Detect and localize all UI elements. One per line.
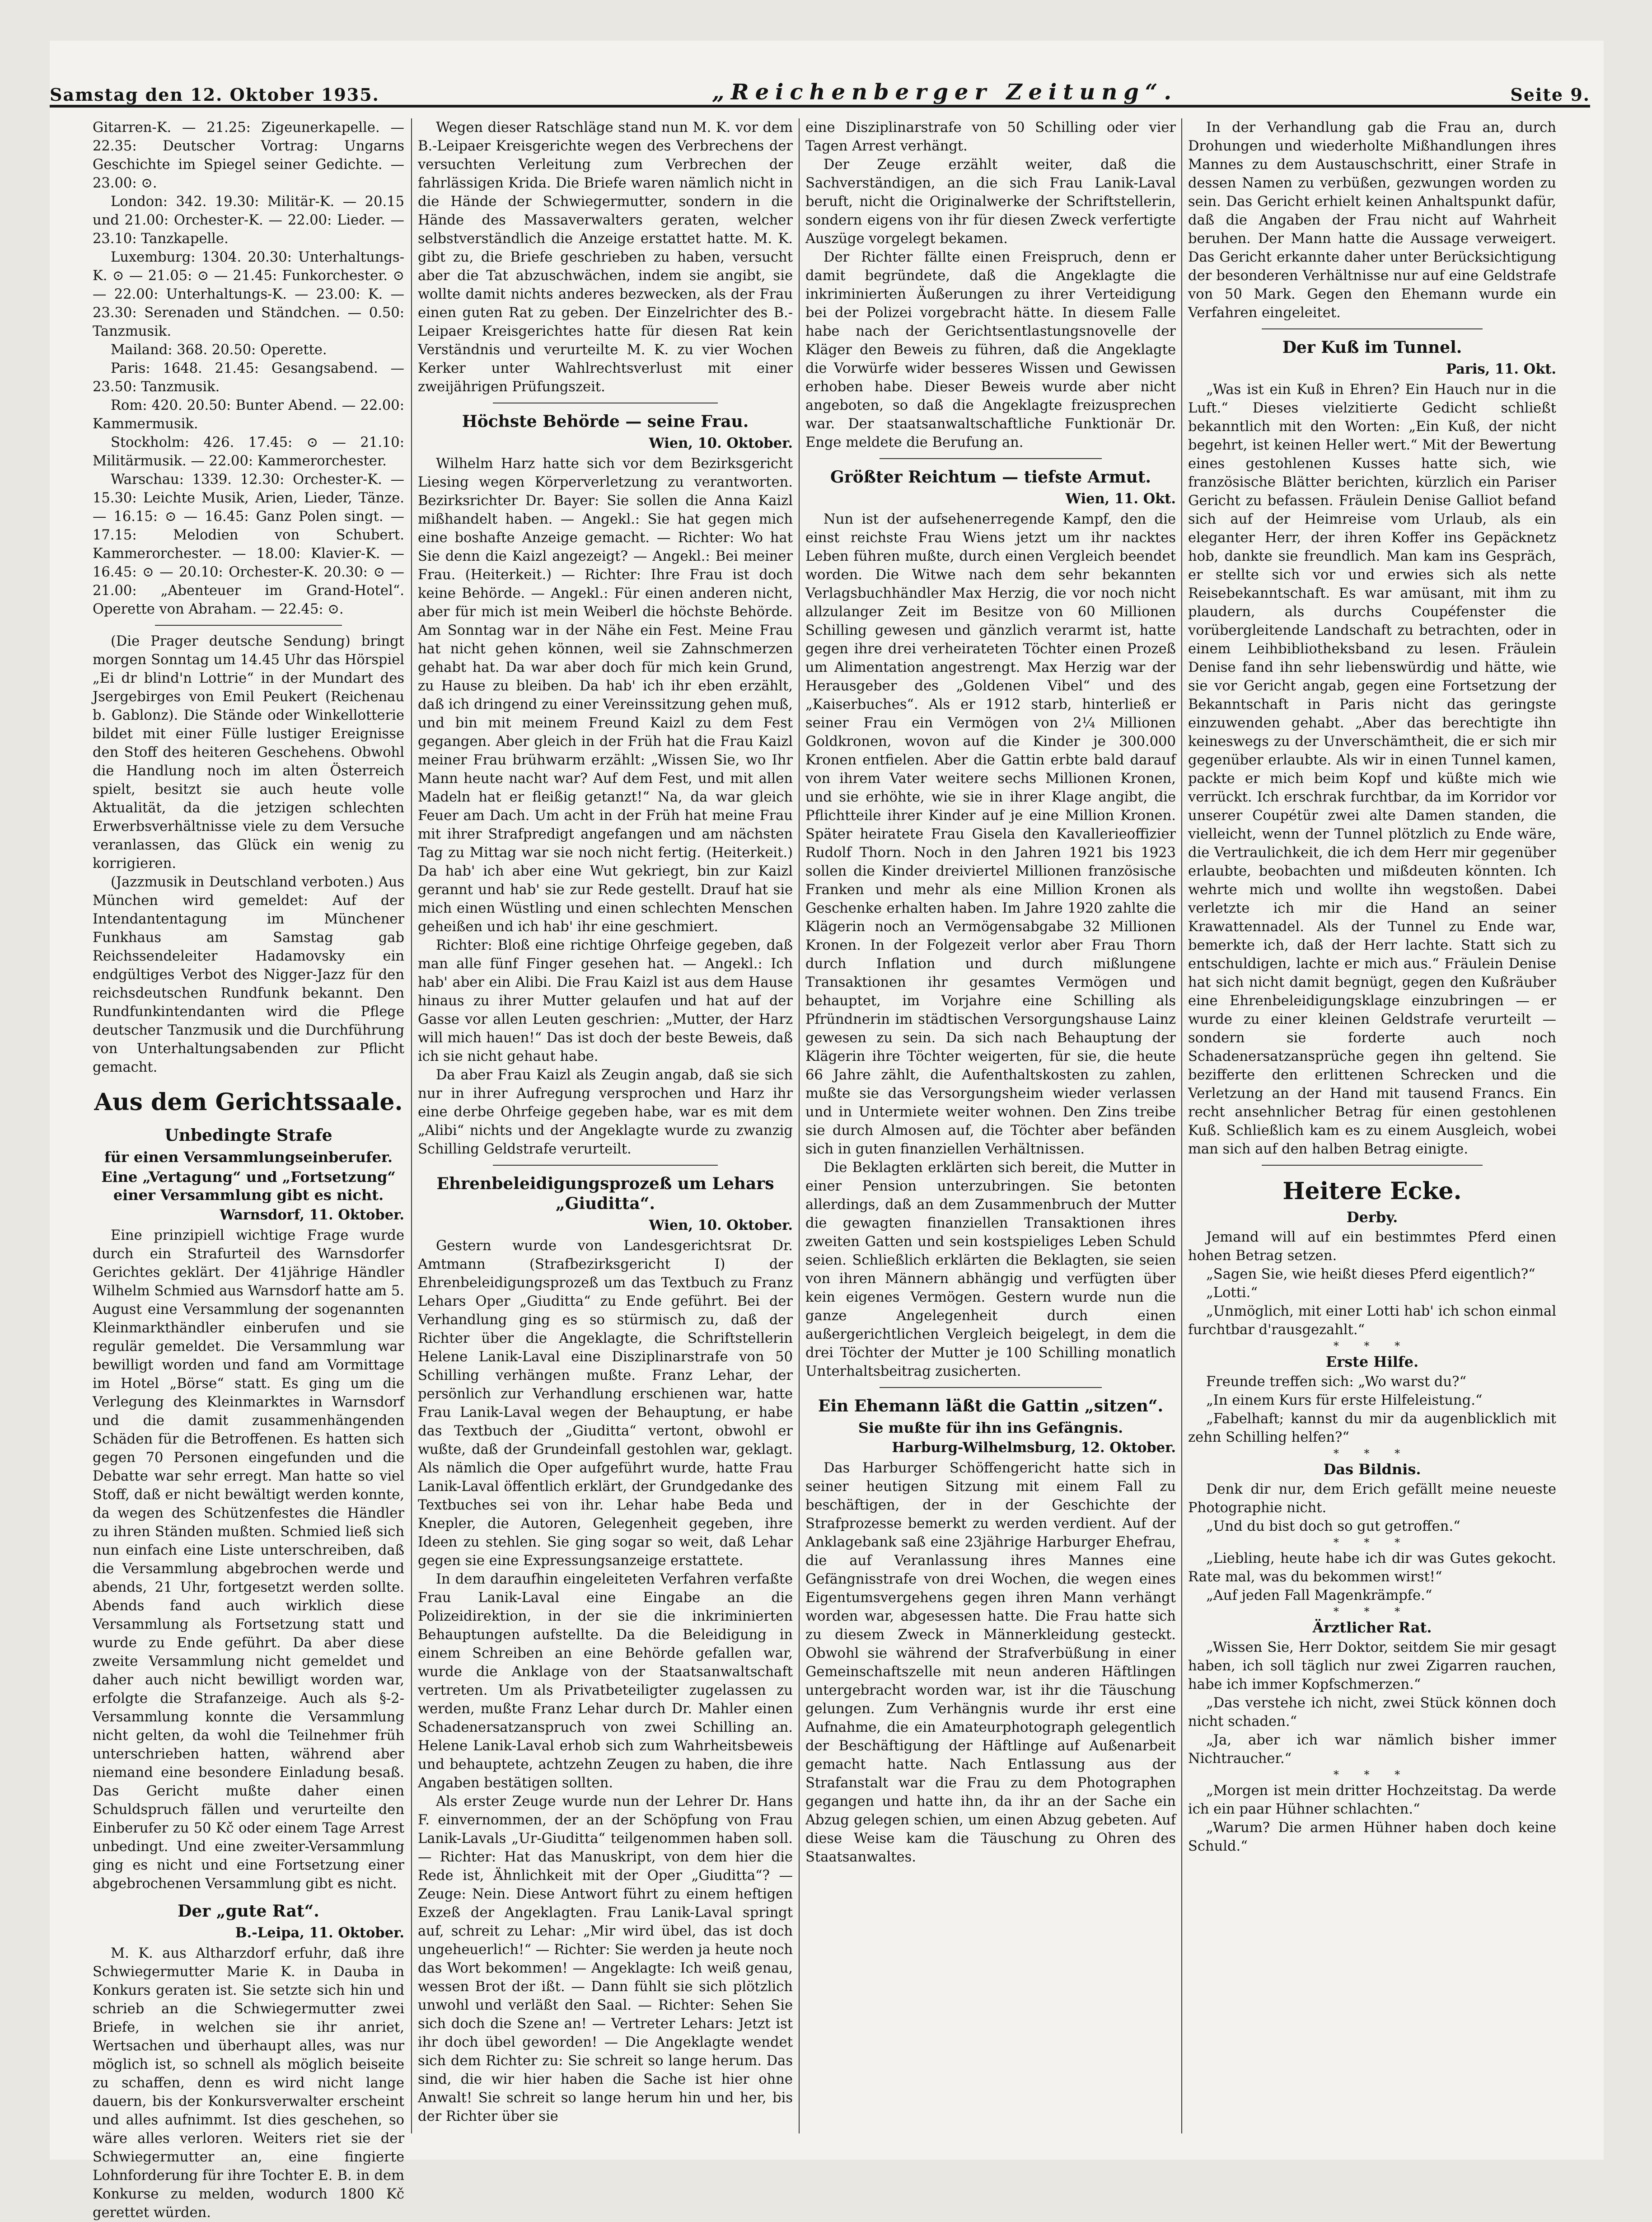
separator-stars: * * * [1333, 1447, 1411, 1460]
dateline: Paris, 11. Okt. [1446, 361, 1556, 377]
column-3 [805, 118, 1176, 2138]
article-body: eine Disziplinarstrafe von 50 Schilling oder vier Tagen Arrest verhängt. [805, 120, 1176, 154]
column-rule [411, 118, 412, 2133]
joke-line: „Sagen Sie, wie heißt dieses Pferd eigentlich?“ [1206, 1266, 1535, 1282]
joke-line: „Wissen Sie, Herr Doktor, seitdem Sie mir gesagt haben, ich soll täglich nur zwei Zigarren rauchen, habe ich immer Kopfschmerzen.“ [1188, 1640, 1556, 1692]
article-body: In dem daraufhin eingeleiteten Verfahren verfaßte Frau Lanik-Laval eine Eingabe an die Polizeidirektion, in der sie die inkriminierten Behauptungen aufstellte. Da die Beleidigung in einem Schreiben an eine Behörde gefallen war, wurde die Anklage von der Staatsanwaltschaft vertreten. Um als Privatbeteiligter zugelassen zu werden, mußte Franz Lehar durch Dr. Mahler einen Schadenersatzanspruch von zwei Schilling an. Helene Lanik-Laval erhob sich zum Wahrheitsbeweis und behauptete, achtzehn Zeugen zu haben, die ihre Angaben bestätigen sollten. [418, 1571, 793, 1791]
jokes-list [1188, 1208, 1556, 1856]
joke-line: „Lotti.“ [1206, 1285, 1258, 1301]
joke-line: „Liebling, heute habe ich dir was Gutes gekocht. Rate mal, was du bekommen wirst!“ [1188, 1551, 1556, 1585]
column-1 [93, 118, 404, 2221]
radio-listing: Rom: 420. 20.50: Bunter Abend. — 22.00: Kammermusik. [93, 398, 404, 432]
joke-line: „Morgen ist mein dritter Hochzeitstag. Da werde ich ein paar Hühner schlachten.“ [1188, 1783, 1556, 1817]
article-body: Wilhelm Harz hatte sich vor dem Bezirksgericht Liesing wegen Körperverletzung zu verantworten. Bezirksrichter Dr. Bayer: Sie sollen die Anna Kaizl mißhandelt haben. — Angekl.: Sie hat gegen mich eine boshafte Anzeige gemacht. — Richter: Wo hat Sie denn die Kaizl angezeigt? — Angekl.: Bei meiner Frau. (Heiterkeit.) — Richter: Ihre Frau ist doch keine Behörde. — Angekl.: Für einen anderen nicht, aber für mich ist mein Weiberl die höchste Behörde. Am Sonntag war in der Nähe ein Fest. Meine Frau hat nicht gehen können, weil sie Zahnschmerzen gehabt hat. Da war aber doch für mich kein Grund, zu Hause zu bleiben. Da hab' ich ihr eben erzählt, daß ich dringend zu einer Vereinssitzung gehen muß, und bin mit meinem Freund Kaizl zu dem Fest gegangen. Aber gleich in der Früh hat die Frau Kaizl meiner Frau brühwarm erzählt: „Wissen Sie, wo Ihr Mann heute nacht war? Auf dem Fest, und mit allen Madeln hat er fleißig getanzt!“ Na, da war gleich Feuer am Dach. Um acht in der Früh hat meine Frau mit ihrer Strafpredigt angefangen und am nächsten Tag zu Mittag war sie noch nicht fertig. (Heiterkeit.) Da hab' ich aber eine Wut gekriegt, bin zur Kaizl gerannt und hab' sie zur Rede gestellt. Drauf hat sie mich einen Wüstling und einen schlechten Menschen geheißen und ich hab' ihr eine geschmiert. [418, 456, 793, 935]
column-2 [418, 118, 793, 2138]
article-headline: Der Kuß im Tunnel. [1282, 338, 1462, 357]
joke-line: Freunde treffen sich: „Wo warst du?“ [1206, 1374, 1467, 1390]
radio-listing: Mailand: 368. 20.50: Operette. [111, 342, 327, 358]
column-rule [799, 118, 800, 2133]
page-number: Seite 9. [1510, 84, 1590, 105]
news-item: (Jazzmusik in Deutschland verboten.) Aus München wird gemeldet: Auf der Intendantentagung im Münchener Funkhaus am Samstag gab Reichssendeleiter Hadamovsky ein endgültiges Verbot des Nigger-Jazz für den reichsdeutschen Rundfunk bekannt. Den Rundfunkintendanten wird die Pflege deutscher Tanzmusik und die Durchführung von Unterhaltungsabenden zur Pflicht gemacht. [93, 874, 404, 1075]
divider [1262, 1165, 1483, 1166]
article-headline: Höchste Behörde — seine Frau. [462, 412, 749, 431]
separator-stars: * * * [1333, 1605, 1411, 1618]
article-body: „Was ist ein Kuß in Ehren? Ein Hauch nur in die Luft.“ Dieses vielzitierte Gedicht schließt bekanntlich mit den Worten: „Ein Kuß, der nicht begehrt, ist keinen Heller wert.“ Mit der Bewertung eines gestohlenen Kusses hatte sich, wie französische Blätter berichten, kürzlich ein Pariser Gericht zu befassen. Fräulein Denise Galliot befand sich auf der Heimreise vom Urlaub, als ein eleganter Herr, der ihren Koffer ins Gepäcknetz hob, dankte sie freundlich. Man kam ins Gespräch, er stellte sich vor und erwies sich als nette Reisebekanntschaft. Es war amüsant, mit ihm zu plaudern, als durchs Coupéfenster die vorübergleitende Landschaft zu betrachten, oder in einem Leihbibliotheksband zu lesen. Fräulein Denise fand ihn sehr liebenswürdig und hätte, wie sie vor Gericht angab, gegen eine Fortsetzung der Bekanntschaft in Paris nicht das geringste einzuwenden gehabt. „Aber das berechtigte ihn keineswegs zu der Unverschämtheit, die er sich mir gegenüber erlaubte. Als wir in einen Tunnel kamen, packte er mich beim Kopf und küßte mich wie verrückt. Ich erschrak furchtbar, da im Korridor vor unserer Coupétür zwei alte Damen standen, die vielleicht, wenn der Tunnel plötzlich zu Ende wäre, die Vertraulichkeit, die ich dem Herr mir gegenüber erlaubte, beobachten und mißdeuten könnten. Ich wehrte mich und wollte ihn wegstoßen. Dabei verletzte ich mir die Hand an seiner Krawattennadel. Als der Tunnel zu Ende war, bemerkte ich, daß der Herr lachte. Statt sich zu entschuldigen, lachte er mich aus.“ Fräulein Denise hat sich nicht damit begnügt, gegen den Kußräuber eine Ehrenbeleidigungsklage einzubringen — er wurde zu einer kleinen Geldstrafe verurteilt — sondern sie forderte auch noch Schadenersatzansprüche gegen ihn geltend. Sie bezifferte den erlittenen Schrecken und die Verletzung an der Hand mit tausend Francs. Ein recht ansehnlicher Betrag für einen gestohlenen Kuß. Schließlich kam es zu einem Ausgleich, wobei man sich auf den halben Betrag einigte. [1188, 382, 1556, 1157]
article-subheadline: Sie mußte für ihn ins Gefängnis. [858, 1419, 1123, 1436]
joke-line: „Warum? Die armen Hühner haben doch keine Schuld.“ [1188, 1820, 1556, 1854]
separator-stars: * * * [1333, 1536, 1411, 1549]
article-body: Der Zeuge erzählt weiter, daß die Sachverständigen, an die sich Frau Lanik-Laval beruft, nicht die Originalwerke der Schriftstellerin, sondern eigens von ihr für diesen Zweck verfertigte Auszüge vorgelegt bekamen. [805, 157, 1176, 247]
dateline: Wien, 10. Oktober. [649, 435, 793, 451]
article-body: Als erster Zeuge wurde nun der Lehrer Dr. Hans F. einvernommen, der an der Schöpfung von Frau Lanik-Lavals „Ur-Giuditta“ teilgenommen haben soll. — Richter: Hat das Manuskript, von dem hier die Rede ist, Ähnlichkeit mit der Oper „Giuditta“? — Zeuge: Nein. Diese Antwort führt zu einem heftigen Exzeß der Angeklagten. Frau Lanik-Laval springt auf, schreit zu Lehar: „Mir wird übel, das ist doch ungeheuerlich!“ — Richter: Sie werden ja heute noch das Wort bekommen! — Angeklagte: Ich weiß genau, wessen Brot der ißt. — Dann fühlt sie sich plötzlich unwohl und verläßt den Saal. — Richter: Sehen Sie sich doch die Szene an! — Vertreter Lehars: Jetzt ist ihr doch übel geworden! — Die Angeklagte wendet sich dem Richter zu: Sie schreit so lange herum. Das sind, die wir hier haben die Sache ist hier ohne Anwalt! Sie schreit so lange herum hin und her, bis der Richter über sie [418, 1794, 793, 2124]
joke-line: „Fabelhaft; kannst du mir da augenblicklich mit zehn Schilling helfen?“ [1188, 1411, 1556, 1445]
article-body: Richter: Bloß eine richtige Ohrfeige gegeben, daß man alle fünf Finger gesehen hat. — Angekl.: Ich hab' aber ein Alibi. Die Frau Kaizl ist aus dem Hause hinaus zu ihrer Mutter gelaufen und hat auf der Gasse vor allen Leuten geschrien: „Mutter, der Harz will mich hauen!“ Das ist doch der beste Beweis, daß ich sie nicht gehaut habe. [418, 938, 793, 1064]
separator-stars: * * * [1333, 1768, 1411, 1781]
page-header [50, 63, 1590, 108]
joke-line: Denk dir nur, dem Erich gefällt meine neueste Photographie nicht. [1188, 1481, 1556, 1516]
radio-listing: Stockholm: 426. 17.45: ⊙ — 21.10: Militärmusik. — 22.00: Kammerorchester. [93, 435, 404, 469]
article-headline: Ein Ehemann läßt die Gattin „sitzen“. [818, 1397, 1164, 1416]
dateline: Harburg-Wilhelmsburg, 12. Oktober. [892, 1439, 1176, 1456]
article-body: Nun ist der aufsehenerregende Kampf, den die einst reichste Frau Wiens jetzt um ihr nacktes Leben führen mußte, durch einen Vergleich beendet worden. Die Witwe nach dem sehr bekannten Verlagsbuchhändler Max Herzig, die vor noch nicht allzulanger Zeit im Besitze von 60 Millionen Schilling gewesen und gänzlich verarmt ist, hatte gegen ihre drei verheirateten Töchter einen Prozeß um Alimentation angestrengt. Max Herzig war der Herausgeber des „Goldenen Vibel“ und des „Kaiserbuches“. Als er 1912 starb, hinterließ er seiner Frau ein Vermögen von 2¼ Millionen Goldkronen, wovon auf die Kinder je 300.000 Kronen entfielen. Aber die Gattin erbte bald darauf von ihrem Vater weitere sechs Millionen Kronen, und sie erhöhte, wie sie in ihrer Klage angibt, die Pflichtteile ihrer Kinder auf je eine Million Kronen. Später heiratete Frau Gisela den Kavallerieoffizier Rudolf Thorn. Noch in den Jahren 1921 bis 1923 sollen die Kinder dreiviertel Millionen französische Franken und mehr als eine Million Kronen als Geschenke erhalten haben. Im Jahre 1920 zahlte die Klägerin noch an Vermögensabgabe 32 Millionen Kronen. In der Folgezeit verlor aber Frau Thorn durch Inflation und durch mißlungene Transaktionen ihr gesamtes Vermögen und behauptet, im Vorjahre eine Schilling als Pfründnerin im städtischen Versorgungshause Lainz gewesen zu sein. Da sich nach Behauptung der Klägerin ihre Töchter weigerten, für sie, die heute 66 Jahre zählt, die Aufenthaltskosten zu zahlen, mußte sie das Versorgungsheim wieder verlassen und in Untermiete weiter wohnen. Den Zins treibe sie durch Almosen auf, die Töchter aber befänden sich in guten finanziellen Verhältnissen. [805, 511, 1176, 1157]
dateline: Wien, 10. Oktober. [649, 1217, 793, 1233]
article-body: Die Beklagten erklärten sich bereit, die Mutter in einer Pension unterzubringen. Sie betonten allerdings, daß an dem Zusammenbruch der Mutter die gewagten finanziellen Transaktionen ihres zweiten Gatten und sein kostspieliges Leben Schuld seien. Schließlich erklärten die Beklagten, sie seien von ihren Männern abhängig und verfügten über kein eigenes Vermögen. Gestern wurde nun die ganze Angelegenheit durch einen außergerichtlichen Vergleich beigelegt, in dem die drei Töchter der Mutter je 100 Schilling monatlich Unterhaltsbeitrag zusicherten. [805, 1160, 1176, 1379]
article-headline: Größter Reichtum — tiefste Armut. [830, 468, 1151, 487]
joke-title: Derby. [1346, 1209, 1398, 1226]
article-subheadline: für einen Versammlungseinberufer. [104, 1149, 393, 1166]
column-4 [1188, 118, 1556, 2138]
radio-listing: Gitarren-K. — 21.25: Zigeunerkapelle. — 22.35: Deutscher Vortrag: Ungarns Geschichte im Spiegel seiner Gedichte. — 23.00: ⊙. [93, 120, 404, 191]
article-body: Eine prinzipiell wichtige Frage wurde durch ein Strafurteil des Warnsdorfer Gerichtes geklärt. Der 41jährige Händler Wilhelm Schmied aus Warnsdorf hatte am 5. August eine Versammlung der sogenannten Kleinmarkthändler einberufen und sie regulär gemeldet. Die Versammlung war bewilligt worden und fand am Vormittage im Hotel „Börse“ statt. Es ging um die Verlegung des Kleinmarktes in Warnsdorf und die damit zusammenhängenden Schäden für die Betroffenen. Es hatten sich gegen 70 Personen eingefunden und die Debatte war sehr erregt. Man hatte so viel Stoff, daß er nicht bewältigt werden konnte, da wegen des Schützenfestes die Händler zu ihren Ständen mußten. Schmied ließ sich nun einfach eine Liste unterschreiben, daß die Versammlung abgebrochen werde und abends, 21 Uhr, fortgesetzt werden sollte. Abends fand auch wirklich diese Versammlung als Fortsetzung statt und wurde zu Ende geführt. Da aber diese zweite Versammlung nicht gemeldet und daher auch nicht bewilligt worden war, erfolgte die Strafanzeige. Auch als §-2-Versammlung konnte die Versammlung nicht gelten, da wohl die Teilnehmer früh unterschrieben hatten, während aber niemand eine besondere Einladung besaß. Das Gericht mußte daher einen Schuldspruch fällen und verurteilte den Einberufer zu 50 Kč oder einem Tage Arrest unbedingt. Und eine zweiter-Versammlung ging es nicht und eine Fortsetzung einer abgebrochenen Versammlung gibt es nicht. [93, 1228, 404, 1892]
radio-listing: London: 342. 19.30: Militär-K. — 20.15 und 21.00: Orchester-K. — 22.00: Lieder. — 23.10: Tanzkapelle. [93, 194, 404, 247]
joke-line: „Ja, aber ich war nämlich bisher immer Nichtraucher.“ [1188, 1732, 1556, 1767]
joke-line: „Das verstehe ich nicht, zwei Stück können doch nicht schaden.“ [1188, 1695, 1556, 1730]
joke-line: „Und du bist doch so gut getroffen.“ [1206, 1519, 1460, 1534]
dateline: B.-Leipa, 11. Oktober. [235, 1925, 404, 1941]
joke-title: Erste Hilfe. [1325, 1353, 1419, 1370]
article-body: M. K. aus Altharzdorf erfuhr, daß ihre Schwiegermutter Marie K. in Dauba in Konkurs geraten ist. Sie setzte sich hin und schrieb an die Schwiegermutter zwei Briefe, in welchen sie ihr anriet, Wertsachen und überhaupt alles, was nur möglich ist, so schnell als möglich beiseite zu schaffen, denn es wird nicht lange dauern, bis der Konkursverwalter erscheint und alles aufnimmt. Ist dies geschehen, so wäre alles verloren. Weiters riet sie der Schwiegermutter an, eine fingierte Lohnforderung für ihre Tochter E. B. in dem Konkurse zu melden, wodurch 1800 Kč gerettet würden. [93, 1945, 404, 2221]
radio-listing: Luxemburg: 1304. 20.30: Unterhaltungs-K. ⊙ — 21.05: ⊙ — 21.45: Funkorchester. ⊙ — 22.00: Unterhaltungs-K. — 23.00: K. — 23.30: Serenaden und Ständchen. — 0.50: Tanzmusik. [93, 249, 404, 339]
article-body: Das Harburger Schöffengericht hatte sich in seiner heutigen Sitzung mit einem Fall zu beschäftigen, der in der Geschichte der Strafprozesse bemerkt zu werden verdient. Auf der Anklagebank saß eine 23jährige Harburger Ehefrau, die auf Veranlassung ihres Mannes eine Gefängnisstrafe von drei Wochen, die wegen eines Eigentumsvergehens gegen ihren Mann verhängt worden war, abgesessen hatte. Die Frau hatte sich zu diesem Zweck in Männerkleidung gesteckt. Obwohl sie während der Strafverbüßung in einer Gemeinschaftszelle mit neun anderen Häftlingen untergebracht worden war, ist ihr die Täuschung gelungen. Zum Verhängnis wurde ihr erst eine Aufnahme, die ein Amateurphotograph gelegentlich der Beschäftigung der Häftlinge auf Außenarbeit gemacht hatte. Nach Entlassung aus der Strafanstalt war die Frau zu dem Photographen gegangen und hatte ihn, da ihr an der Sache ein Abzug gelegen schien, um einen Abzug gebeten. Auf diese Weise kam die Täuschung zu Ohren des Staatsanwaltes. [805, 1460, 1176, 1865]
article-body: Gestern wurde von Landesgerichtsrat Dr. Amtmann (Strafbezirksgericht I) der Ehrenbeleidigungsprozeß um das Textbuch zu Franz Lehars Oper „Giuditta“ zu Ende geführt. Bei der Verhandlung ging es so stürmisch zu, daß der Richter über die Angeklagte, die Schriftstellerin Helene Lanik-Laval eine Disziplinarstrafe von 50 Schilling verhängen mußte. Franz Lehar, der persönlich zur Verhandlung erschienen war, hatte Frau Lanik-Laval wegen der Behauptung, er habe das Textbuch der „Giuditta“ vertont, obwohl er wußte, daß der Grundeinfall gestohlen war, geklagt. Als nämlich die Oper aufgeführt wurde, hatte Frau Lanik-Laval öffentlich erklärt, der Grundgedanke des Textbuches sei von ihr. Lehar habe Beda und Knepler, die Autoren, Gelegenheit gegeben, ihre Ideen zu stehlen. Sie ging sogar so weit, daß Lehar gegen sie eine Expressungsanzeige erstattete. [418, 1238, 793, 1569]
article-subheadline: Eine „Vertagung“ und „Fortsetzung“ einer Versammlung gibt es nicht. [101, 1168, 396, 1204]
news-item: (Die Prager deutsche Sendung) bringt morgen Sonntag um 14.45 Uhr das Hörspiel „Ei dr blind'n Lottrie“ in der Mundart des Jsergebirges von Emil Peukert (Reichenau b. Gablonz). Die Stände oder Winkellotterie bildet mit einer Fülle lustiger Ereignisse den Stoff des heiteren Geschehens. Obwohl die Handlung noch im alten Österreich spielt, besitzt sie auch heute volle Aktualität, da die jetzigen schlechten Erwerbsverhältnisse viele zu dem Versuche veranlassen, das Glück ein wenig zu korrigieren. [93, 633, 404, 872]
divider [155, 625, 342, 626]
issue-date: Samstag den 12. Oktober 1935. [50, 84, 379, 105]
dateline: Warnsdorf, 11. Oktober. [220, 1207, 404, 1223]
dateline: Wien, 11. Okt. [1065, 491, 1176, 507]
section-heading: Aus dem Gerichtssaale. [94, 1088, 403, 1116]
section-heading: Heitere Ecke. [1282, 1177, 1462, 1205]
divider [880, 1387, 1102, 1388]
divider [1262, 328, 1483, 329]
joke-line: Jemand will auf ein bestimmtes Pferd einen hohen Betrag setzen. [1188, 1229, 1556, 1264]
article-body: Der Richter fällte einen Freispruch, denn er damit begründete, daß die Angeklagte die inkriminierten Äußerungen zu ihrer Verteidigung bei der Polizei vorgebracht hätte. In diesem Falle habe nach der Gerichtsentlastungsnovelle der Kläger den Beweis zu führen, daß die Angeklagte die Vorwürfe wider besseres Wissen und Gewissen erhoben habe. Dieser Beweis wurde aber nicht angeboten, so daß die Angeklagte freizusprechen war. Der staatsanwaltschaftliche Funktionär Dr. Enge meldete die Berufung an. [805, 249, 1176, 450]
radio-programme [93, 118, 404, 619]
radio-listing: Warschau: 1339. 12.30: Orchester-K. — 15.30: Leichte Musik, Arien, Lieder, Tänze. — 16.15: ⊙ — 16.45: Ganz Polen singt. — 17.15: Melodien von Schubert. Kammerorchester. — 18.00: Klavier-K. — 16.45: ⊙ — 20.10: Orchester-K. 20.30: ⊙ — 21.00: „Abenteuer im Grand-Hotel“. Operette von Abraham. — 22.45: ⊙. [93, 472, 404, 617]
joke-line: „Auf jeden Fall Magenkrämpfe.“ [1206, 1588, 1432, 1603]
separator-stars: * * * [1333, 1340, 1411, 1352]
newspaper-title: „Reichenberger Zeitung“. [712, 80, 1178, 105]
joke-line: „In einem Kurs für erste Hilfeleistung.“ [1206, 1392, 1483, 1408]
article-body: In der Verhandlung gab die Frau an, durch Drohungen und wiederholte Mißhandlungen ihres Mannes zu dem Austauschschritt, einer Strafe in dessen Namen zu verbüßen, gezwungen worden zu sein. Das Gericht erhielt keinen Anhaltspunkt dafür, daß die Angaben der Frau nicht auf Wahrheit beruhen. Der Mann hatte die Aussage verweigert. Das Gericht erkannte daher unter Berücksichtigung der besonderen Verhältnisse nur auf eine Geldstrafe von 50 Mark. Gegen den Ehemann wurde ein Verfahren eingeleitet. [1188, 120, 1556, 321]
divider [880, 458, 1102, 459]
joke-title: Das Bildnis. [1323, 1461, 1421, 1478]
article-headline: Unbedingte Strafe [164, 1126, 332, 1145]
article-headline: Der „gute Rat“. [178, 1902, 319, 1921]
article-headline: Ehrenbeleidigungsprozeß um Lehars „Giuditta“. [436, 1174, 774, 1213]
divider [493, 1165, 718, 1166]
article-body: Wegen dieser Ratschläge stand nun M. K. vor dem B.-Leipaer Kreisgerichte wegen des Verbrechens der versuchten Verleitung zum Verbrechen der fahrlässigen Krida. Die Briefe waren nämlich nicht in die Hände der Schwiegermutter, sondern in die Hände des Massaverwalters geraten, welcher selbstverständlich die Anzeige erstattet hatte. M. K. gibt zu, die Briefe geschrieben zu haben, versucht aber die Tat abzuschwächen, indem sie angibt, sie wollte damit nichts anderes bezwecken, als der Frau einen guten Rat zu geben. Der Einzelrichter des B.-Leipaer Kreisgerichtes hatte für diesen Rat kein Verständnis und verurteilte M. K. zu vier Wochen Kerker unter Wahlrechtsverlust mit einer zweijährigen Prüfungszeit. [418, 120, 793, 395]
joke-line: „Unmöglich, mit einer Lotti hab' ich schon einmal furchtbar d'rausgezahlt.“ [1188, 1303, 1556, 1338]
radio-listing: Paris: 1648. 21.45: Gesangsabend. — 23.50: Tanzmusik. [93, 361, 404, 395]
joke-title: Ärztlicher Rat. [1312, 1619, 1432, 1636]
column-rule [1181, 118, 1182, 2133]
article-body: Da aber Frau Kaizl als Zeugin angab, daß sie sich nur in ihrer Aufregung versprochen und Harz ihr eine derbe Ohrfeige gegeben habe, war es mit dem „Alibi“ nichts und der Angeklagte wurde zu zwanzig Schilling Geldstrafe verurteilt. [418, 1067, 793, 1157]
